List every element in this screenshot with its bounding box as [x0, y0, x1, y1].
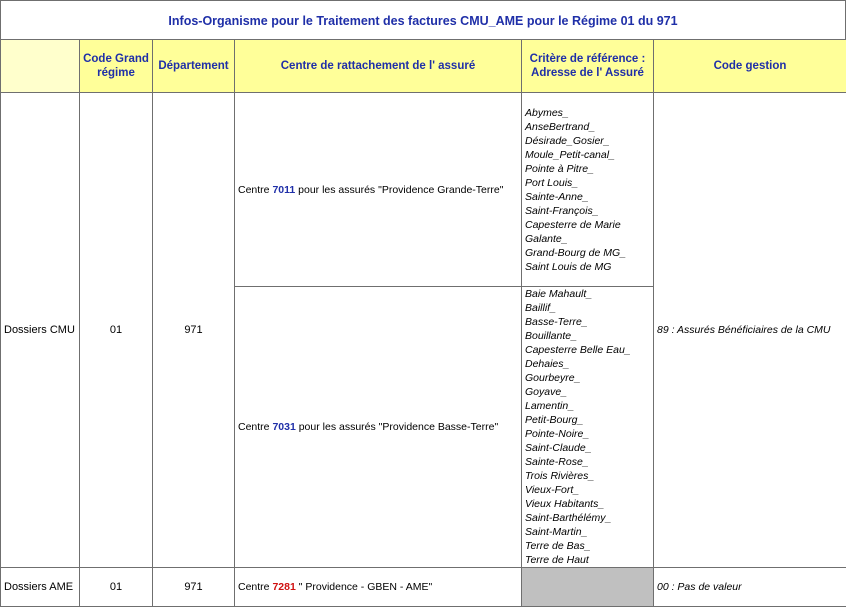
towns-list-basse-terre[interactable] — [522, 287, 654, 568]
town-list-item: Baillif_ — [525, 302, 556, 314]
town-list-item: Galante_ — [525, 232, 568, 245]
town-list-item: Saint-Claude_ — [525, 442, 592, 454]
sheet-title: Infos-Organisme pour le Traitement des factures CMU_AME pour le Régime 01 du 971 — [0, 0, 846, 40]
town-list-item: Pointe-Noire_ — [525, 428, 590, 440]
header-critere[interactable]: Critère de référence : Adresse de l' Assuré — [522, 40, 654, 93]
town-list-item: Capesterre de Marie — [525, 218, 621, 231]
table-row-cmu-1 — [1, 93, 846, 287]
town-list-item: Petit-Bourg_ — [525, 414, 584, 426]
town-list-item: Goyave_ — [525, 386, 568, 398]
towns-list-grande-terre[interactable] — [522, 93, 654, 287]
centre-number: 7031 — [272, 421, 296, 433]
town-list-item: Saint Louis de MG — [525, 260, 612, 273]
header-centre[interactable]: Centre de rattachement de l' assuré — [235, 40, 522, 93]
town-list-item: Grand-Bourg de MG_ — [525, 246, 626, 259]
cmu-ame-table — [0, 39, 846, 607]
cmu-label-cell[interactable]: Dossiers CMU — [1, 93, 80, 568]
centre-7011-cell[interactable]: Centre 7011 pour les assurés "Providence Grande-Terre" — [235, 93, 522, 287]
ame-critere-empty-cell[interactable] — [522, 568, 654, 607]
ame-departement[interactable]: 971 — [153, 568, 235, 607]
town-list-item: Saint-Martin_ — [525, 526, 588, 538]
ame-label-cell[interactable]: Dossiers AME — [1, 568, 80, 607]
town-list-item: Capesterre Belle Eau_ — [525, 344, 631, 356]
town-list-item: Dehaies_ — [525, 358, 570, 370]
town-list-item: Abymes_ — [525, 106, 569, 119]
header-blank-cell[interactable] — [1, 40, 80, 93]
header-departement[interactable]: Département — [153, 40, 235, 93]
town-list-item: Lamentin_ — [525, 400, 575, 412]
town-list-item: Basse-Terre_ — [525, 316, 588, 328]
town-list-item: Saint-François_ — [525, 204, 599, 217]
town-list-item: Saint-Barthélémy_ — [525, 512, 612, 524]
town-list-item: Sainte-Rose_ — [525, 456, 589, 468]
table-row-ame — [1, 568, 846, 607]
ame-code-grand-regime[interactable]: 01 — [80, 568, 153, 607]
cmu-code-gestion[interactable]: 89 : Assurés Bénéficiaires de la CMU — [654, 93, 846, 568]
ame-code-gestion[interactable]: 00 : Pas de valeur — [654, 568, 846, 607]
town-list-item: Pointe à Pitre_ — [525, 162, 594, 175]
town-list-item: Bouillante_ — [525, 330, 577, 342]
town-list-item: Terre de Haut — [525, 554, 589, 566]
town-list-item: Terre de Bas_ — [525, 540, 591, 552]
town-list-item: Sainte-Anne_ — [525, 190, 589, 203]
town-list-item: Port Louis_ — [525, 176, 579, 189]
town-list-item: AnseBertrand_ — [525, 120, 596, 133]
town-list-item: Baie Mahault_ — [525, 288, 593, 300]
town-list-item: Vieux Habitants_ — [525, 498, 605, 510]
centre-number: 7281 — [272, 581, 296, 593]
cmu-code-grand-regime[interactable]: 01 — [80, 93, 153, 568]
town-list-item: Gourbeyre_ — [525, 372, 581, 384]
town-list-item: Désirade_Gosier_ — [525, 134, 610, 147]
centre-7281-cell[interactable]: Centre 7281 " Providence - GBEN - AME" — [235, 568, 522, 607]
header-row — [1, 40, 846, 93]
town-list-item: Vieux-Fort_ — [525, 484, 580, 496]
header-code-gestion[interactable]: Code gestion — [654, 40, 846, 93]
town-list-item: Moule_Petit-canal_ — [525, 148, 615, 161]
centre-number: 7011 — [272, 183, 296, 196]
cmu-departement[interactable]: 971 — [153, 93, 235, 568]
town-list-item: Trois Rivières_ — [525, 470, 595, 482]
centre-7031-cell[interactable]: Centre 7031 pour les assurés "Providence Basse-Terre" — [235, 287, 522, 568]
header-code-grand-regime[interactable]: Code Grand régime — [80, 40, 153, 93]
